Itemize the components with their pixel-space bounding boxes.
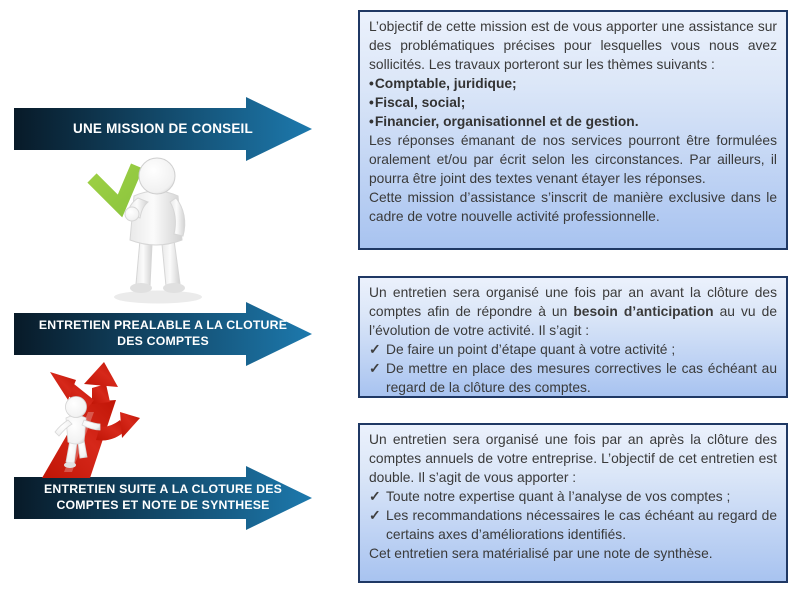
paragraph [369, 283, 777, 340]
red-arrowhead-up [84, 362, 118, 387]
text-segment: Un entretien sera organisé une fois par an avant la clôture des comptes afin de répondre à un [369, 285, 777, 319]
text-segment: Financier, organisationnel et de gestion. [374, 114, 639, 129]
text-segment: Les réponses émanant de nos services pourront être formulées oralement et/ou par écrit selon les circonstances. Par ailleurs, il pourra être joint des textes venant étayer les réponses. [369, 133, 777, 186]
text-segment: L’objectif de cette mission est de vous apporter une assistance sur des problématiques précises pour lesquelles vous nous avez sollicités. Les travaux porteront sur les thèmes suivants : [369, 19, 777, 72]
textbox-entretien-prealable [358, 276, 788, 398]
paragraph [369, 17, 777, 74]
bullet-glyph: • [369, 76, 374, 91]
paragraph [369, 430, 777, 487]
checkmark-figure-graphic [70, 156, 260, 306]
text-segment: Toute notre expertise quant à l’analyse de vos comptes ; [386, 489, 731, 504]
red-arrowhead-right [120, 412, 140, 438]
check-glyph: ✓ [369, 361, 381, 376]
bullet-glyph: • [369, 95, 374, 110]
bullet-glyph: • [369, 114, 374, 129]
textbox-entretien-suite [358, 423, 788, 583]
text-segment: De faire un point d’étape quant à votre activité ; [386, 342, 676, 357]
banner-arrow-label: ENTRETIEN PREALABLE A LA CLOTURE DES COMPTES [38, 318, 288, 348]
bullet-item [369, 112, 777, 131]
text-segment: Comptable, juridique; [374, 76, 517, 91]
check-item [369, 506, 777, 544]
checkmark-figure-image [70, 156, 260, 306]
text-segment: Les recommandations nécessaires le cas échéant au regard de certains axes d’améliorations identifiés. [386, 508, 777, 542]
figure-shadow [114, 291, 202, 304]
banner-arrow-mission [14, 97, 312, 161]
banner-arrow-label: UNE MISSION DE CONSEIL [73, 121, 253, 137]
crossroads-graphic [18, 356, 213, 480]
text-segment: Un entretien sera organisé une fois par an après la clôture des comptes annuels de votre entreprise. L’objectif de cet entretien est double. Il s’agit de vous apporter : [369, 432, 777, 485]
paragraph [369, 544, 777, 563]
textbox-mission-de-conseil [358, 10, 788, 250]
green-checkmark [92, 166, 137, 206]
crossroads-figure-image [18, 356, 213, 480]
text-segment: Cette mission d’assistance s’inscrit de manière exclusive dans le cadre de votre nouvelle activité professionnelle. [369, 190, 777, 224]
bullet-item [369, 74, 777, 93]
banner-arrow-label: ENTRETIEN SUITE A LA CLOTURE DES COMPTES ET NOTE DE SYNTHESE [44, 482, 282, 512]
check-glyph: ✓ [369, 489, 381, 504]
text-segment: Cet entretien sera matérialisé par une note de synthèse. [369, 546, 713, 561]
check-item [369, 359, 777, 397]
paragraph [369, 131, 777, 188]
text-segment: au vu de l’évolution de votre activité. Il s’agit : [369, 304, 777, 338]
check-item [369, 340, 777, 359]
check-glyph: ✓ [369, 342, 381, 357]
text-segment: Fiscal, social; [374, 95, 466, 110]
text-segment: De mettre en place des mesures correctives le cas échéant au regard de la clôture des comptes. [386, 361, 777, 395]
check-glyph: ✓ [369, 508, 381, 523]
figure-head [139, 158, 175, 194]
bullet-item [369, 93, 777, 112]
check-item [369, 487, 777, 506]
paragraph [369, 188, 777, 226]
text-segment: besoin d’anticipation [573, 304, 714, 319]
